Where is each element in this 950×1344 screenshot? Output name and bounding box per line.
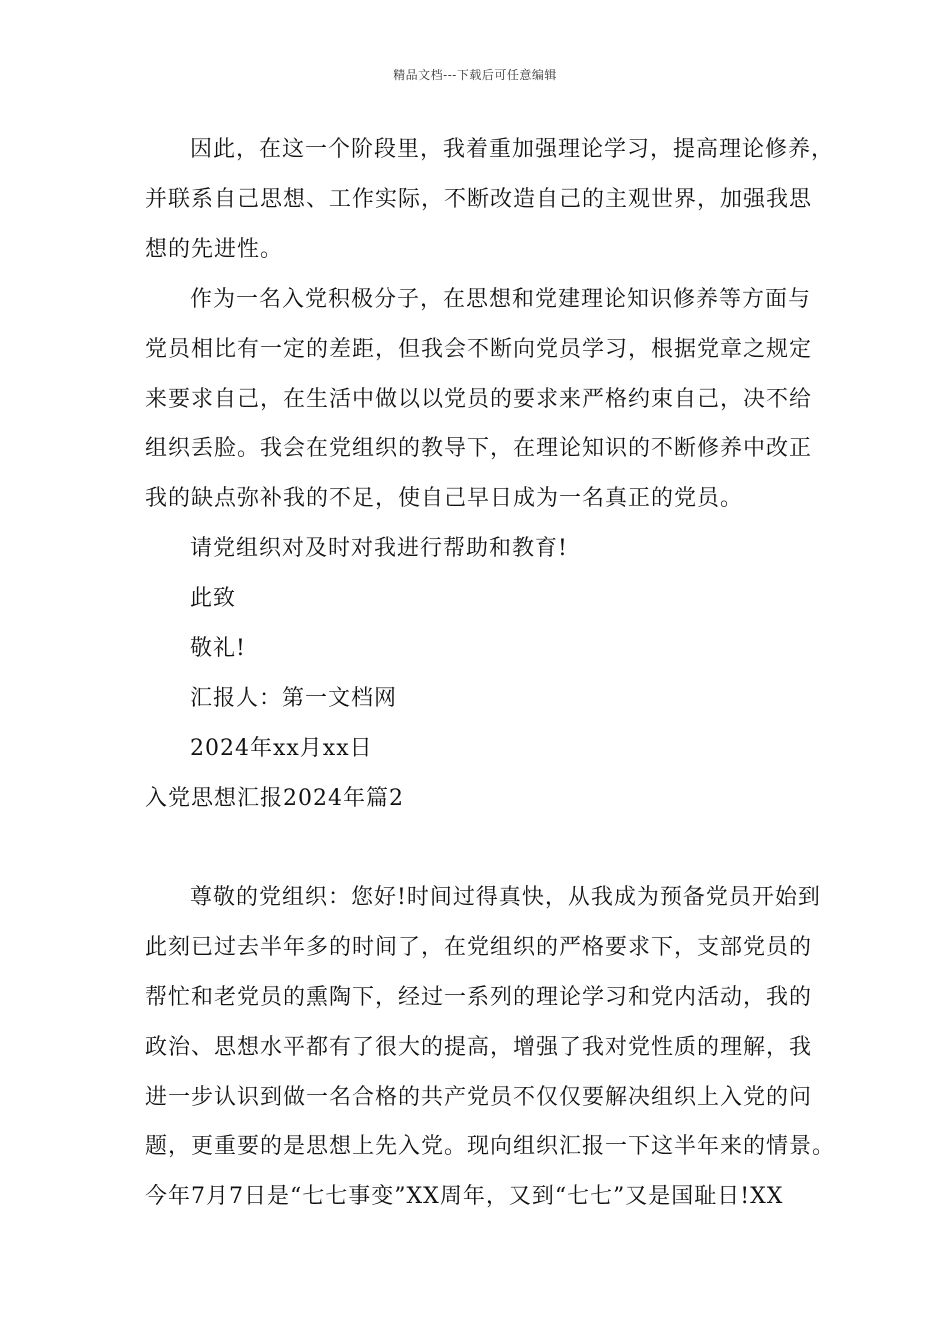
paragraph-line: 帮忙和老党员的熏陶下，经过一系列的理论学习和党内活动，我的 bbox=[145, 985, 813, 1010]
date-line: 2024年xx月xx日 bbox=[190, 736, 373, 761]
paragraph-line: 此刻已过去半年多的时间了，在党组织的严格要求下，支部党员的 bbox=[145, 935, 813, 960]
paragraph-line: 我的缺点弥补我的不足，使自己早日成为一名真正的党员。 bbox=[145, 486, 744, 511]
paragraph-line: 组织丢脸。我会在党组织的教导下，在理论知识的不断修养中改正 bbox=[145, 436, 813, 461]
section-title: 入党思想汇报2024年篇2 bbox=[145, 786, 404, 811]
paragraph-line: 进一步认识到做一名合格的共产党员不仅仅要解决组织上入党的问 bbox=[145, 1085, 813, 1110]
paragraph-line: 党员相比有一定的差距，但我会不断向党员学习，根据党章之规定 bbox=[145, 337, 813, 362]
paragraph-line: 来要求自己，在生活中做以以党员的要求来严格约束自己，决不给 bbox=[145, 387, 813, 412]
paragraph-line: 因此，在这一个阶段里，我着重加强理论学习，提高理论修养， bbox=[190, 137, 835, 162]
paragraph-line: 今年7月7日是“七七事变”XX周年，又到“七七”又是国耻日!XX bbox=[145, 1184, 784, 1209]
request-line: 请党组织对及时对我进行帮助和教育! bbox=[190, 536, 568, 561]
paragraph-line: 并联系自己思想、工作实际，不断改造自己的主观世界，加强我思 bbox=[145, 187, 813, 212]
closing-line: 敬礼! bbox=[190, 636, 246, 661]
reporter-line: 汇报人：第一文档网 bbox=[190, 686, 398, 711]
paragraph-line: 尊敬的党组织：您好!时间过得真快，从我成为预备党员开始到 bbox=[190, 885, 821, 910]
paragraph-line: 政治、思想水平都有了很大的提高，增强了我对党性质的理解，我 bbox=[145, 1035, 813, 1060]
page-header: 精品文档---下载后可任意编辑 bbox=[393, 68, 557, 82]
paragraph-line: 题，更重要的是思想上先入党。现向组织汇报一下这半年来的情景。 bbox=[145, 1134, 836, 1159]
paragraph-line: 作为一名入党积极分子，在思想和党建理论知识修养等方面与 bbox=[190, 287, 812, 312]
closing-line: 此致 bbox=[190, 586, 237, 611]
paragraph-line: 想的先进性。 bbox=[145, 237, 284, 262]
